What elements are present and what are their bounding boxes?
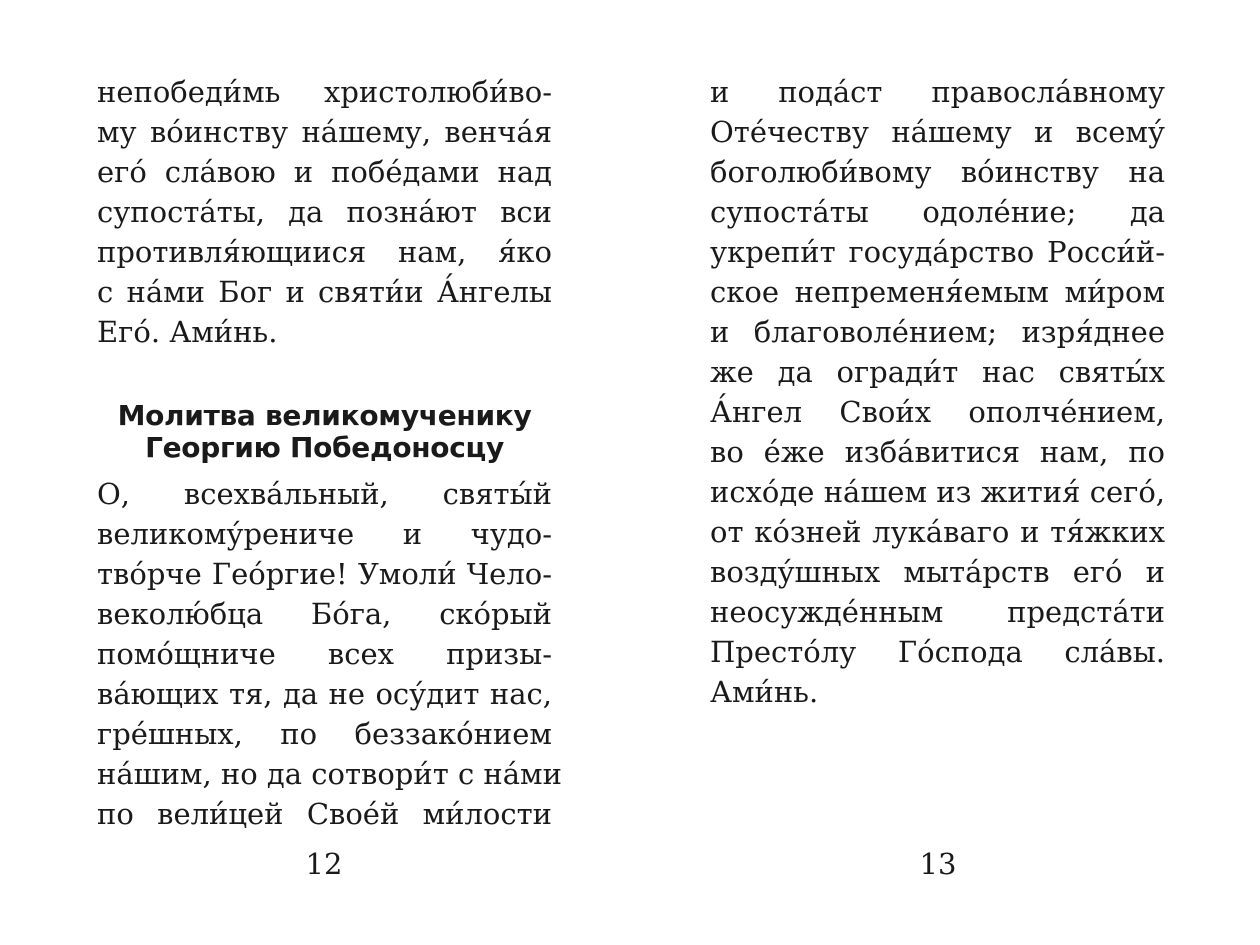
text-line: Престо́лу Го́спода сла́вы. xyxy=(710,635,1165,669)
prayer-ending-paragraph xyxy=(97,72,552,352)
text-line: Оте́честву на́шему и всему́ xyxy=(710,115,1165,149)
text-line: гре́шных, по беззако́нием xyxy=(97,717,552,751)
text-line: Ами́нь. xyxy=(710,675,819,709)
page-number: 13 xyxy=(919,847,957,881)
text-line: неосужде́нным предста́ти xyxy=(710,595,1165,629)
prayer-paragraph xyxy=(97,474,562,834)
text-line: боголюби́вому во́инству на xyxy=(710,155,1165,189)
text-line: и пода́ст правосла́вному xyxy=(710,75,1165,109)
left-page-column xyxy=(97,72,562,834)
text-line: и благоволе́нием; изря́днее xyxy=(710,315,1165,349)
text-line: тво́рче Гео́ргие! Умоли́ Чело- xyxy=(97,557,552,591)
text-line: по вели́цей Свое́й ми́лости xyxy=(97,797,552,831)
right-page-column xyxy=(710,72,1165,712)
text-line: его́ сла́вою и побе́дами над xyxy=(97,155,552,189)
right-page xyxy=(630,0,1260,945)
prayer-heading xyxy=(97,400,552,464)
prayer-continuation-paragraph xyxy=(710,72,1165,712)
text-line: супоста́ты, да позна́ют вси xyxy=(97,195,552,229)
text-line: великому́рениче и чудо- xyxy=(97,517,552,551)
heading-line: Георгию Победоносцу xyxy=(145,431,504,464)
text-line: непобеди́мь христолюби́во- xyxy=(97,75,552,109)
text-line: ва́ющих тя, да не осу́дит нас, xyxy=(97,677,552,711)
text-line: с на́ми Бог и святи́и А́нгелы xyxy=(97,275,552,309)
text-line: возду́шных мыта́рств его́ и xyxy=(710,555,1165,589)
text-line: противля́ющиися нам, я́ко xyxy=(97,235,552,269)
text-line: укрепи́т госуда́рство Росси́й- xyxy=(710,235,1165,269)
page-number: 12 xyxy=(305,847,343,881)
heading-line: Молитва великомученику xyxy=(117,399,532,432)
text-line: исхо́де на́шем из жития́ сего́, xyxy=(710,475,1165,509)
text-line: веколю́бца Бо́га, ско́рый xyxy=(97,597,552,631)
text-line: Его́. Ами́нь. xyxy=(97,315,278,349)
text-line: помо́щниче всех призы- xyxy=(97,637,552,671)
text-line: супоста́ты одоле́ние; да xyxy=(710,195,1165,229)
text-line: во е́же изба́витися нам, по xyxy=(710,435,1165,469)
text-line: на́шим, но да сотвори́т с на́ми xyxy=(97,757,562,791)
text-line: же да огради́т нас святы́х xyxy=(710,355,1165,389)
text-line: ское непременя́емым ми́ром xyxy=(710,275,1165,309)
text-line: А́нгел Свои́х ополче́нием, xyxy=(710,395,1165,429)
text-line: му во́инству на́шему, венча́я xyxy=(97,115,552,149)
text-line: О, всехва́льный, святы́й xyxy=(97,477,552,511)
text-line: от ко́зней лука́ваго и тя́жких xyxy=(710,515,1165,549)
